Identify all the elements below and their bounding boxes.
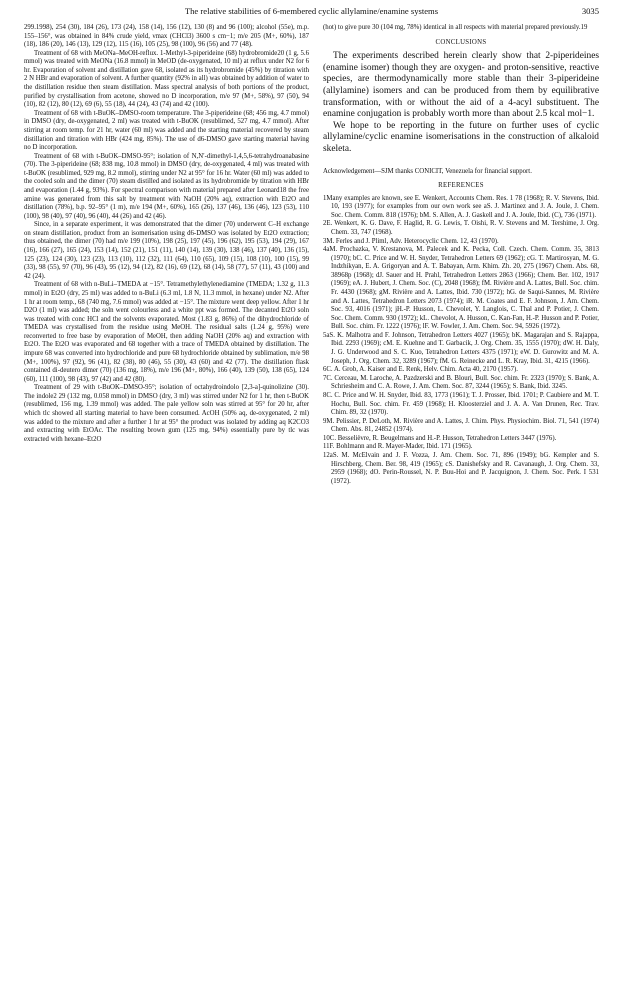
right-column bbox=[323, 24, 599, 486]
paragraph: 299.1998), 254 (30), 184 (26), 173 (24), 158 (14), 156 (12), 130 (8) and 96 (100); alcohol (55e), m.p. 155–156°, was obtained in 84% crude yield, νmax (CHCl3) 3600 s cm−1; m/e 205 (M+, 60%), 187 (18), 186 (20), 146 (13), 129 (12), 115 (16), 105 (25), 98 (100), 96 (56) and 77 (48). bbox=[24, 24, 309, 49]
page-number: 3035 bbox=[581, 6, 599, 16]
paragraph: Treatment of 29 with t-BuOK–DMSO-95°; isolation of octahydroindolo [2,3-a]-quinolizine (30). The indole2 29 (132 mg, 0.058 mmol) in DMSO (dry, 3 ml) was stirred under N2 for 1 hr, then t-BuOK (resublimed, 156 mg, 1.39 mmol) was added. The pale yellow soln was stirred at 95° for 20 hr, after which tlc showed all starting material to have been consumed. AcOH (50% aq, de-oxygenated, 2 ml) was added to the mixture and after a further 1 hr at 95° the product was isolated by adding aq K2CO3 and extracting with EtOAc. The resulting brown gum (125 mg, 94%) essentially pure by tlc was extracted with hexane–Et2O bbox=[24, 384, 309, 443]
reference-item: 1Many examples are known, see E. Wenkert, Accounts Chem. Res. 1 78 (1968); R. V. Stevens, Ibid. 10, 193 (1977); for examples from our own work see aS. J. Martinez and J. A. Joule, J. Chem. Soc. Chem. Comm. 818 (1976); bM. S. Allen, A. J. Gaskell and J. A. Joule, Ibid. (C), 736 (1971). bbox=[323, 194, 599, 219]
reference-item: 3M. Ferles and J. Pliml, Adv. Heterocyclic Chem. 12, 43 (1970). bbox=[323, 237, 499, 245]
acknowledgement: Acknowledgement—SJM thanks CONICIT, Venezuela for financial support. bbox=[323, 167, 532, 175]
reference-item: 7C. Cerceau, M. Laroche, A. Pazdzerski and B. Blouri, Bull. Soc. chim. Fr. 2323 (1970); S. Bank, A. Schriesheim and C. A. Rowe, J. Am. Chem. Soc. 87, 3244 (1965); S. Bank, Ibid. 3245. bbox=[323, 374, 599, 391]
reference-item: 4aM. Prochazka, V. Krestanova, M. Palecek and K. Pecka, Coll. Czech. Chem. Comm. 35, 3813 (1970); bC. C. Price and W. H. Snyder, Tetrahedron Letters 69 (1962); cG. T. Martirosyan, M. G. Indzhikyan, E. A. Grigoryan and A. T. Babayan, Arm. Khim. Zh. 20, 275 (1967) Chem. Abs. 68, 38968p (1968); dJ. Sauer and H. Prahl, Tetrahedron Letters 2863 (1966); Chem. Ber. 102, 1917 (1969); eA. J. Hubert, J. Chem. Soc. (C), 2048 (1968); fM. Rivière and A. Lattes, Bull. Soc. chim. Fr. 4430 (1968); gM. Rivière and A. Lattes, Ibid. 730 (1972); hG. de Saqui-Sannes, M. Rivière and A. Lattes, Tetrahedron Letters 2073 (1974); iR. M. Coates and E. F. Johnson, J. Am. Chem. Soc. 93, 4016 (1971); jH.-P. Husson, L. Chevolet, Y. Langlois, C. Thal and P. Potier, J. Chem. Soc. Chem. Comm. 930 (1972); kL. Chevolot, A. Husson, C. Kan-Fan, H.-P. Husson and P. Potier, Bull. Soc. chim. Fr. 1222 (1976); lF. W. Fowler, J. Am. Chem. Soc. 94, 5926 (1972). bbox=[323, 246, 599, 331]
reference-item: 6C. A. Grob, A. Kaiser and E. Renk, Helv. Chim. Acta 40, 2170 (1957). bbox=[323, 366, 518, 374]
paragraph: Since, in a separate experiment, it was demonstrated that the dimer (70) underwent C–H exchange on steam distillation, product from an isomerisation using d6-DMSO was isolated by Et2O extraction; thus obtained, the dimer (70) had m/e 199 (10%), 198 (25), 197 (45), 196 (62), 195 (53), 194 (29), 167 (16), 166 (27), 165 (24), 153 (14), 152 (21), 151 (11), 140 (14), 139 (30), 138 (46), 137 (40), 136 (15), 125 (23), 124 (30), 123 (23), 113 (10), 112 (32), 111 (64), 110 (65), 109 (15), 108 (10), 100 (15), 99 (33), 98 (55), 97 (70), 96 (43), 95 (12), 94 (12), 82 (16), 69 (12), 68 (14), 58 (77), 57 (11), 43 (100) and 42 (24). bbox=[24, 221, 309, 280]
paragraph: Treatment of 68 with t-BuOK–DMSO-95°; isolation of N,N′-dimethyl-1,4,5,6-tetrahydroanabasine (70). The 3-piperideine (68; 838 mg, 10.8 mmol) in DMSO (dry, de-oxygenated, 4 ml) was treated with t-BuOK (resublimed, 929 mg, 8.2 mmol), stirring under N2 at 95° for 16 hr. Water (60 ml) was added to the cooled soln and the dimer (70) steam distilled and isolated as its hydrobromide by titration with HBr and evaporation (1.44 g, 93%). For spectral comparison with material prepared after Leonard18 the free amine was generated from this salt by treatment with NaOH (20% aq), extraction with Et2O and distillation (78%), b.p. 92–95° (1 m), m/e 194 (M+, 60%), 165 (26), 137 (46), 136 (46), 123 (53), 110 (100), 98 (40), 97 (40), 96 (40), 44 (26) and 42 (46). bbox=[24, 152, 309, 220]
reference-item: 5aS. K. Malhotra and F. Johnson, Tetrahedron Letters 4027 (1965); bK. Magarajan and S. Rajappa, Ibid. 2293 (1969); cM. E. Kuehne and T. Garbacik, J. Org. Chem. 35, 1555 (1970); dW. H. Daly, J. G. Underwood and S. C. Kuo, Tetrahedron Letters 4375 (1971); eW. D. Gurowitz and M. A. Joseph, J. Org. Chem. 32, 3289 (1967); fM. G. Reinecke and L. R. Kray, Ibid. 31, 4215 (1966). bbox=[323, 331, 599, 365]
paragraph: Treatment of 68 with n-BuLi–TMEDA at −15°. Tetramethylethylenediamine (TMEDA; 1.32 g, 11.3 mmol) in Et2O (dry, 25 ml) was added to n-BuLi (6.3 ml, 1.8 N, 11.3 mmol, in hexane) under N2. After 1 hr at room temp., 68 (740 mg, 7.6 mmol) was added at −15°. The mixture went deep yellow. After 1 hr D2O (1 ml) was added; the soln went colourless and a white ppt was formed. The decanted Et2O soln was treated with conc HCl and the solvents evaporated. Most (1.83 g, 86%) of the dihydrochloride of TMEDA was crystallised from the residue using MeOH. The residual salts (1.24 g, 95%) were reconverted to free base by evaporation of MeOH, then adding NaOH (20% aq) and extraction with Et2O. The Et2O was evaporated and 68 together with a trace of TMEDA obtained by distillation. The impure 68 was converted into hydrochloride and pure 68 hydrochloride obtained by sublimation, m/e 98 (M+, 100%), 97 (92), 96 (41), 82 (38), 80 (46), 55 (30), 43 (60) and 42 (77). The distillation flask contained di-deutero dimer (70) (136 mg, 18%), m/e 196 (M+, 80%), 166 (40), 139 (50), 138 (65), 124 (60), 111 (100), 98 (43), 97 (42) and 42 (80). bbox=[24, 281, 309, 383]
left-column bbox=[24, 24, 309, 444]
conclusions-paragraph: The experiments described herein clearly show that 2-piperideines (enamine isomer) though they are oxygen- and proton-sensitive, reactive species, are thermodynamically more stable than their 3-piperideine (allylamine) isomers and can be produced from them by equilibrative transformation, with or without the aid of a 4-acyl substituent. The enamine conjugation is probably worth more than about 2.5 kcal mol−1. bbox=[323, 51, 599, 120]
references-heading: REFERENCES bbox=[438, 182, 484, 190]
reference-item: 10C. Besselièvre, R. Beugelmans and H.-P. Husson, Tetrahedron Letters 3447 (1976). bbox=[323, 434, 557, 442]
paragraph: Treatment of 68 with MeONa–MeOH-reflux. 1-Methyl-3-piperideine (68) hydrobromide20 (1 g, 5.6 mmol) was treated with MeONa (16.8 mmol) in MeOD (de-oxygenated, 10 ml) at reflux under N2 for 6 hr. Evaporation of solvent and distillation gave 68, isolated as its hydrobromide (45%) by titration with 2 N HBr and evaporation of solvent. A further quantity (92% in all) was obtained by addition of water to the distillation residue then steam distillation. Mass spectral analysis of both portions of the product, purified by crystallisation from acetone, showed no D incorporation, m/e 97 (M+, 58%), 97 (50), 94 (10), 82 (12), 80 (12), 69 (6), 55 (18), 44 (24), 43 (74) and 42 (100). bbox=[24, 49, 309, 109]
reference-item: 9M. Pelissier, P. DeLoth, M. Rivière and A. Lattes, J. Chim. Phys. Physiochim. Biol. 71, 541 (1974) Chem. Abs. 81, 24852 (1974). bbox=[323, 417, 599, 434]
reference-item: 12aS. M. McElvain and J. F. Vozza, J. Am. Chem. Soc. 71, 896 (1949); bG. Kempler and S. Hirschberg, Chem. Ber. 98, 419 (1965); cS. Danishefsky and R. Cavanaugh, J. Org. Chem. 33, 2959 (1968); dO. Perin-Roussel, N. P. Buu-Hoi and P. Jacquignon, J. Chem. Soc. Perk. I 531 (1972). bbox=[323, 452, 599, 485]
conclusions-paragraph: We hope to be reporting in the future on further uses of cyclic allylamine/cyclic enamine isomerisations in the construction of alkaloid skeleta. bbox=[323, 120, 599, 154]
reference-item: 11F. Bohlmann and R. Mayer-Mader, Ibid. 171 (1965). bbox=[323, 443, 473, 451]
page-header bbox=[0, 6, 623, 20]
reference-item: 2E. Wenkert, K. G. Dave, F. Haglid, R. G. Lewis, T. Oishi, R. V. Stevens and M. Tershime, J. Org. Chem. 33, 747 (1968). bbox=[323, 220, 599, 236]
reference-item: 8C. C. Price and W. H. Snyder, Ibid. 83, 1773 (1961); T. J. Prosser, Ibid. 1701; P. Caubiere and M. T. Hochu, Bull. Soc. chim. Fr. 459 (1968); H. Kloosterziel and J. A. A. Van Drunen, Rec. Trav. Chim. 89, 32 (1970). bbox=[323, 391, 599, 417]
intro-paragraph: (hot) to give pure 30 (104 mg, 78%) identical in all respects with material prepared previously.19 bbox=[323, 24, 588, 31]
paragraph: Treatment of 68 with t-BuOK–DMSO-room temperature. The 3-piperideine (68; 456 mg, 4.7 mmol) in DMSO (dry, de-oxygenated, 2 ml) was treated with t-BuOK (resublimed, 527 mg, 4.7 mmol). After stirring at room temp. for 21 hr, water (60 ml) was added and the starting material recovered by steam distillation and titration with HBr (424 mg, 85%). The use of d6-DMSO gave starting material having no D incorporation. bbox=[24, 109, 309, 152]
conclusions-heading: CONCLUSIONS bbox=[435, 38, 487, 46]
running-title: The relative stabilities of 6-membered cyclic allylamine/enamine systems bbox=[184, 6, 439, 16]
